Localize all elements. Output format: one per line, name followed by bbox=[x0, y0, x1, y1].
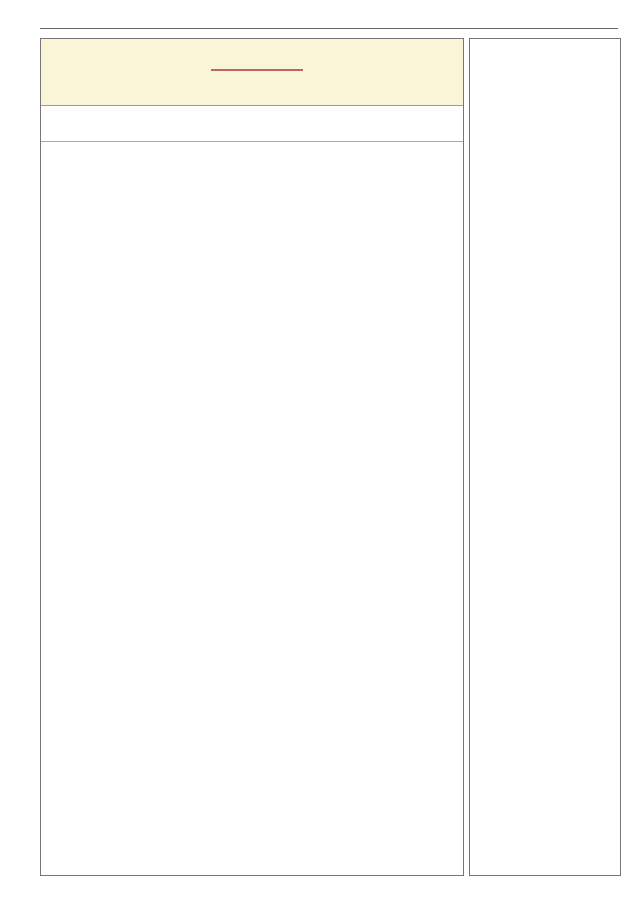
bismillah bbox=[41, 105, 463, 127]
page-header bbox=[40, 8, 618, 29]
arabic-panel bbox=[40, 38, 464, 876]
surah-title-box bbox=[41, 39, 463, 106]
translation-column bbox=[469, 38, 621, 876]
bismillah-translation bbox=[41, 127, 463, 142]
page-footer bbox=[40, 882, 618, 898]
surah-name-box bbox=[211, 69, 303, 71]
